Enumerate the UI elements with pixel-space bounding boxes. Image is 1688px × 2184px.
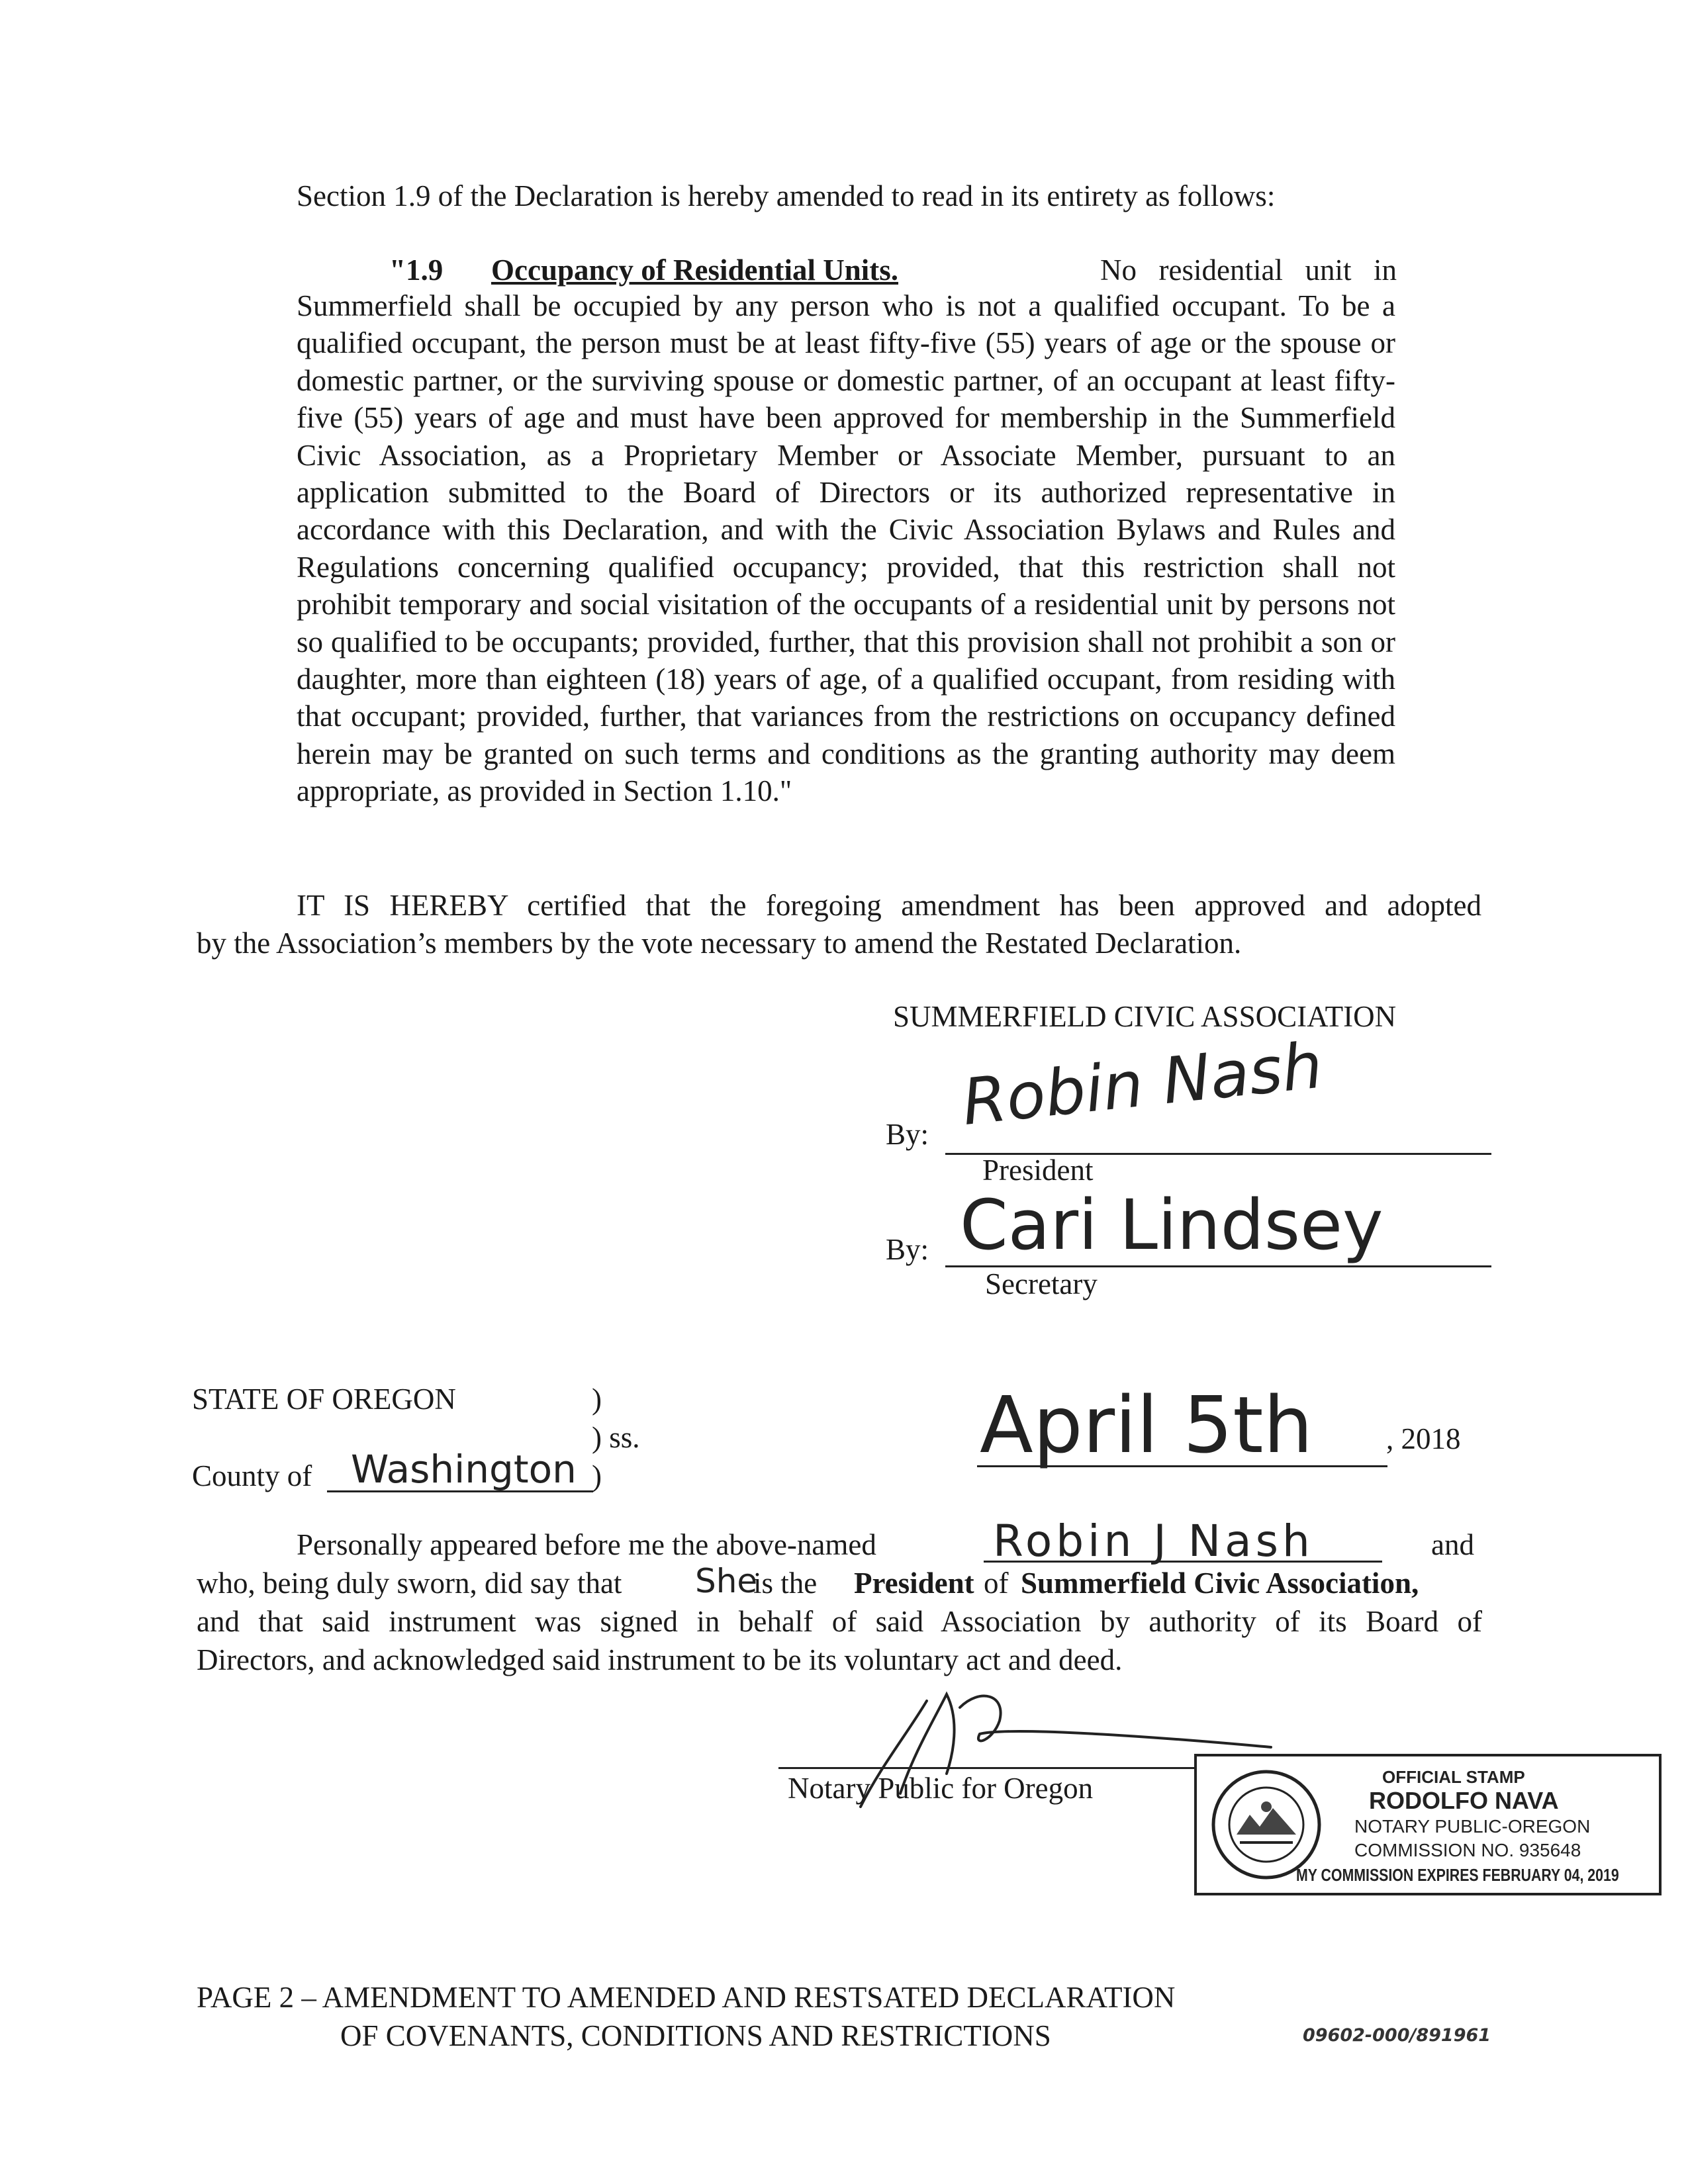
acknowledgment-line-4: Directors, and acknowledged said instrument to be its voluntary act and deed. — [197, 1643, 1123, 1676]
section-number: "1.9 — [389, 253, 444, 287]
acknowledgment-line-1b: and — [1431, 1528, 1474, 1561]
county-handwritten: Washington — [351, 1447, 577, 1492]
date-handwritten: April 5th — [980, 1379, 1313, 1471]
by-label-1: By: — [886, 1118, 929, 1151]
county-label: County of — [192, 1459, 312, 1492]
certification-line-1: IT IS HEREBY certified that the foregoing amendment has been approved and adopted — [297, 889, 1481, 922]
venue-paren-2: ) — [592, 1459, 602, 1492]
acknowledgment-line-1a: Personally appeared before me the above-named — [297, 1528, 876, 1561]
oregon-seal-icon — [1210, 1768, 1323, 1881]
appeared-name-handwritten: Robin J Nash — [993, 1516, 1314, 1567]
by-label-2: By: — [886, 1233, 929, 1266]
acknowledgment-line-2a: who, being duly sworn, did say that — [197, 1567, 622, 1600]
section-heading: Occupancy of Residential Units. — [491, 253, 899, 287]
stamp-title: OFFICIAL STAMP — [1382, 1767, 1525, 1787]
acknowledgment-role: President — [854, 1567, 974, 1600]
notary-label: Notary Public for Oregon — [788, 1772, 1094, 1805]
footer-line-2: OF COVENANTS, CONDITIONS AND RESTRICTIONS — [340, 2019, 1051, 2052]
footer-line-1: PAGE 2 – AMENDMENT TO AMENDED AND RESTSATED DECLARATION — [197, 1981, 1176, 2014]
secretary-signature: Cari Lindsey — [960, 1185, 1383, 1265]
acknowledgment-line-2b: is the — [753, 1567, 818, 1600]
document-number: 09602-000/891961 — [1303, 2025, 1491, 2046]
stamp-notary-office: NOTARY PUBLIC-OREGON — [1354, 1816, 1591, 1837]
acknowledgment-org: Summerfield Civic Association, — [1021, 1567, 1419, 1600]
association-name: SUMMERFIELD CIVIC ASSOCIATION — [893, 1000, 1397, 1033]
stamp-notary-name: RODOLFO NAVA — [1369, 1787, 1559, 1814]
stamp-commission-number: COMMISSION NO. 935648 — [1354, 1840, 1581, 1860]
acknowledgment-line-2c: of — [984, 1567, 1009, 1600]
notary-signature-line — [778, 1767, 1209, 1769]
pronoun-handwritten: She — [695, 1562, 758, 1600]
venue-ss: ) ss. — [592, 1421, 640, 1454]
acknowledgment-line-3: and that said instrument was signed in behalf of said Association by authority of its Board of — [197, 1605, 1482, 1638]
official-stamp — [1194, 1754, 1662, 1895]
intro-text: Section 1.9 of the Declaration is hereby amended to read in its entirety as follows: — [297, 179, 1276, 212]
president-title: President — [982, 1154, 1094, 1187]
president-signature: Robin Nash — [959, 1028, 1326, 1140]
section-body: Summerfield shall be occupied by any person who is not a qualified occupant. To be a qualified occupant, the person must be at least fifty-five (55) years of age or the spouse or domestic partner, or the surviving spouse or domestic partner, of an occupant at least fifty-five (55) years of age and must have been approved for membership in the Summerfield Civic Association, as a Proprietary Member or Associate Member, pursuant to an application submitted to the Board of Directors or its authorized representative in accordance with this Declaration, and with the Civic Association Bylaws and Rules and Regulations concerning qualified occupancy; provided, that this restriction shall not prohibit temporary and social visitation of the occupants of a residential unit by persons not so qualified to be occupants; provided, further, that this provision shall not prohibit a son or daughter, more than eighteen (18) years of age, of a qualified occupant, from residing with that occupant; provided, further, that variances from the restrictions on occupancy defined herein may be granted on such terms and conditions as the granting authority may deem appropriate, as provided in Section 1.10." — [297, 289, 1395, 808]
date-year: , 2018 — [1386, 1422, 1461, 1455]
certification-line-2: by the Association’s members by the vote necessary to amend the Restated Declaration. — [197, 927, 1242, 960]
secretary-title: Secretary — [985, 1267, 1098, 1300]
stamp-expiration: MY COMMISSION EXPIRES FEBRUARY 04, 2019 — [1296, 1865, 1619, 1885]
section-first-words: No residential unit in — [1100, 253, 1397, 287]
venue-paren-1: ) — [592, 1383, 602, 1416]
state-label: STATE OF OREGON — [192, 1383, 456, 1416]
